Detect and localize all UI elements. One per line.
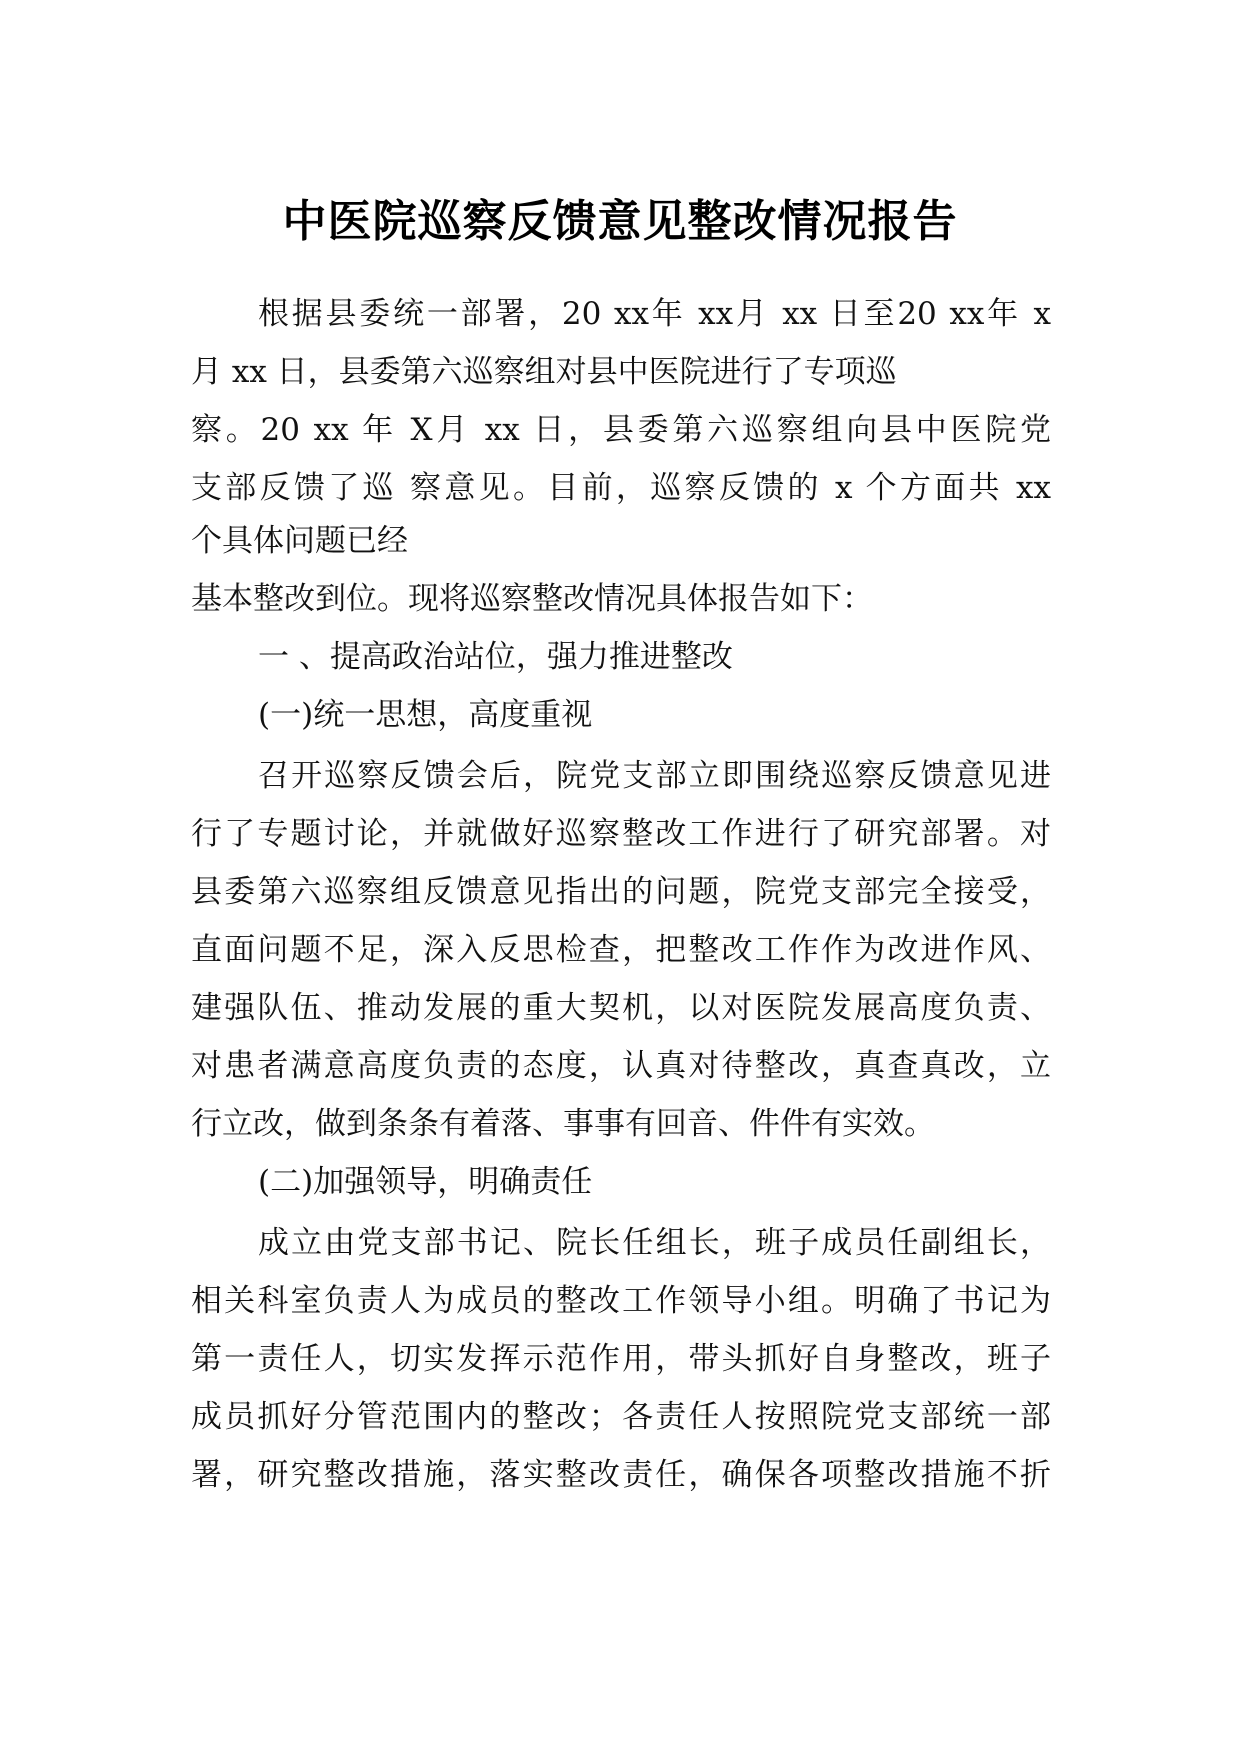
paragraph-line: 县委第六巡察组反馈意见指出的问题，院党支部完全接受， <box>191 874 1051 910</box>
paragraph-line: 察。20 xx 年 X月 xx 日，县委第六巡察组向县中医院党 <box>191 412 1051 448</box>
paragraph-line: 支部反馈了巡 察意见。目前，巡察反馈的 x 个方面共 xx <box>191 470 1051 506</box>
document-title: 中医院巡察反馈意见整改情况报告 <box>282 196 958 247</box>
paragraph-line: 月 xx 日，县委第六巡察组对县中医院进行了专项巡 <box>191 354 897 390</box>
paragraph-line: 根据县委统一部署，20 xx年 xx月 xx 日至20 xx年 x <box>258 296 1051 332</box>
paragraph-line: 第一责任人，切实发挥示范作用，带头抓好自身整改，班子 <box>191 1341 1051 1377</box>
paragraph-line: 成立由党支部书记、院长任组长，班子成员任副组长， <box>258 1225 1051 1261</box>
paragraph-line: 行了专题讨论，并就做好巡察整改工作进行了研究部署。对 <box>191 816 1051 852</box>
paragraph-line: 个具体问题已经 <box>191 523 408 559</box>
subsection-heading: (二)加强领导，明确责任 <box>258 1164 593 1200</box>
paragraph-line: 署，研究整改措施，落实整改责任，确保各项整改措施不折 <box>191 1457 1051 1493</box>
paragraph-line: 建强队伍、推动发展的重大契机，以对医院发展高度负责、 <box>191 990 1051 1026</box>
paragraph-line: 行立改，做到条条有着落、事事有回音、件件有实效。 <box>191 1106 935 1142</box>
paragraph-line: 成员抓好分管范围内的整改；各责任人按照院党支部统一部 <box>191 1399 1051 1435</box>
paragraph-line: 直面问题不足，深入反思检查，把整改工作作为改进作风、 <box>191 932 1051 968</box>
paragraph-line: 对患者满意高度负责的态度，认真对待整改，真查真改，立 <box>191 1048 1051 1084</box>
paragraph-line: 相关科室负责人为成员的整改工作领导小组。明确了书记为 <box>191 1283 1051 1319</box>
section-heading: 一 、提高政治站位，强力推进整改 <box>258 639 733 675</box>
paragraph-line: 召开巡察反馈会后，院党支部立即围绕巡察反馈意见进 <box>258 758 1051 794</box>
paragraph-line: 基本整改到位。现将巡察整改情况具体报告如下： <box>191 581 873 617</box>
subsection-heading: (一)统一思想，高度重视 <box>258 697 593 733</box>
